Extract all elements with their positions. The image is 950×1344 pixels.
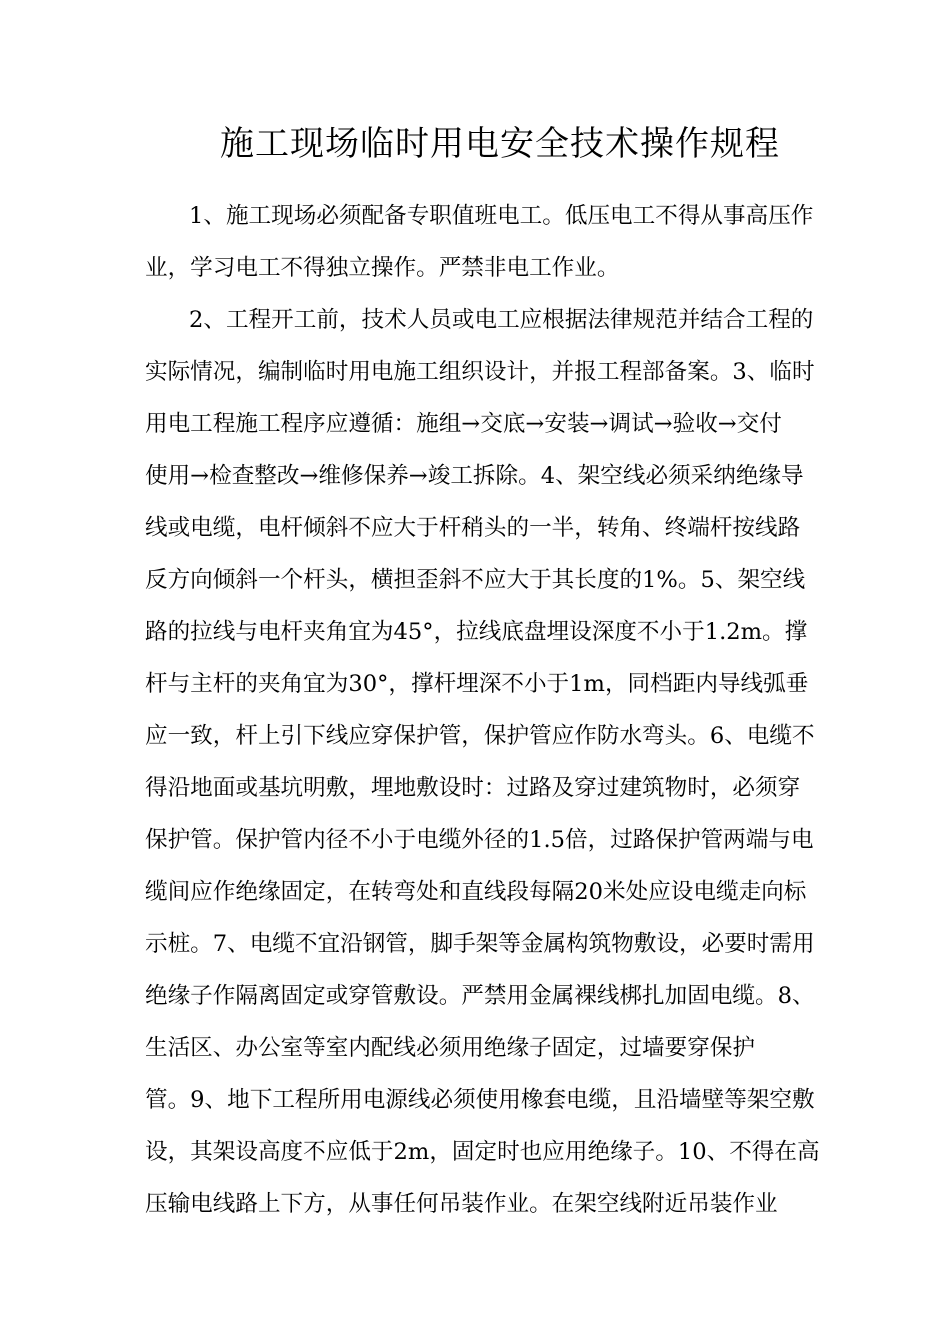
body-text-line: 设，其架设高度不应低于2m，固定时也应用绝缘子。10、不得在高: [145, 1139, 820, 1165]
body-text-line: 生活区、办公室等室内配线必须用绝缘子固定，过墙要穿保护: [145, 1035, 756, 1061]
document-body: [145, 190, 820, 1230]
body-text-line: 实际情况，编制临时用电施工组织设计，并报工程部备案。3、临时: [145, 359, 815, 385]
body-text-line: 应一致，杆上引下线应穿保护管，保护管应作防水弯头。6、电缆不: [145, 723, 815, 749]
document-title: 施工现场临时用电安全技术操作规程: [220, 124, 780, 164]
body-text-line: 杆与主杆的夹角宜为30°，撑杆埋深不小于1m，同档距内导线弧垂: [145, 671, 809, 697]
body-text-line: 反方向倾斜一个杆头，横担歪斜不应大于其长度的1%。5、架空线: [145, 567, 806, 593]
body-text-line: 路的拉线与电杆夹角宜为45°，拉线底盘埋设深度不小于1.2m。撑: [145, 619, 808, 645]
body-text-line: 绝缘子作隔离固定或穿管敷设。严禁用金属裸线梆扎加固电缆。8、: [145, 983, 815, 1009]
body-text-line: 使用→检查整改→维修保养→竣工拆除。4、架空线必须采纳绝缘导: [145, 463, 804, 489]
body-text-line: 得沿地面或基坑明敷，埋地敷设时：过路及穿过建筑物时，必须穿: [145, 775, 801, 801]
body-text-line: 用电工程施工程序应遵循：施组→交底→安装→调试→验收→交付: [145, 411, 782, 437]
body-text-line: 保护管。保护管内径不小于电缆外径的1.5倍，过路保护管两端与电: [145, 827, 814, 853]
body-text-line: 1、施工现场必须配备专职值班电工。低压电工不得从事高压作: [189, 203, 814, 229]
body-text-line: 线或电缆，电杆倾斜不应大于杆稍头的一半，转角、终端杆按线路: [145, 515, 801, 541]
body-text-line: 业，学习电工不得独立操作。严禁非电工作业。: [145, 255, 620, 281]
body-text-line: 2、工程开工前，技术人员或电工应根据法律规范并结合工程的: [189, 307, 814, 333]
body-text-line: 示桩。7、电缆不宜沿钢管，脚手架等金属构筑物敷设，必要时需用: [145, 931, 815, 957]
body-text-line: 管。9、地下工程所用电源线必须使用橡套电缆，且沿墙壁等架空敷: [145, 1087, 815, 1113]
body-text-line: 压输电线路上下方，从事任何吊装作业。在架空线附近吊装作业: [145, 1191, 778, 1217]
body-text-line: 缆间应作绝缘固定，在转弯处和直线段每隔20米处应设电缆走向标: [145, 879, 807, 905]
